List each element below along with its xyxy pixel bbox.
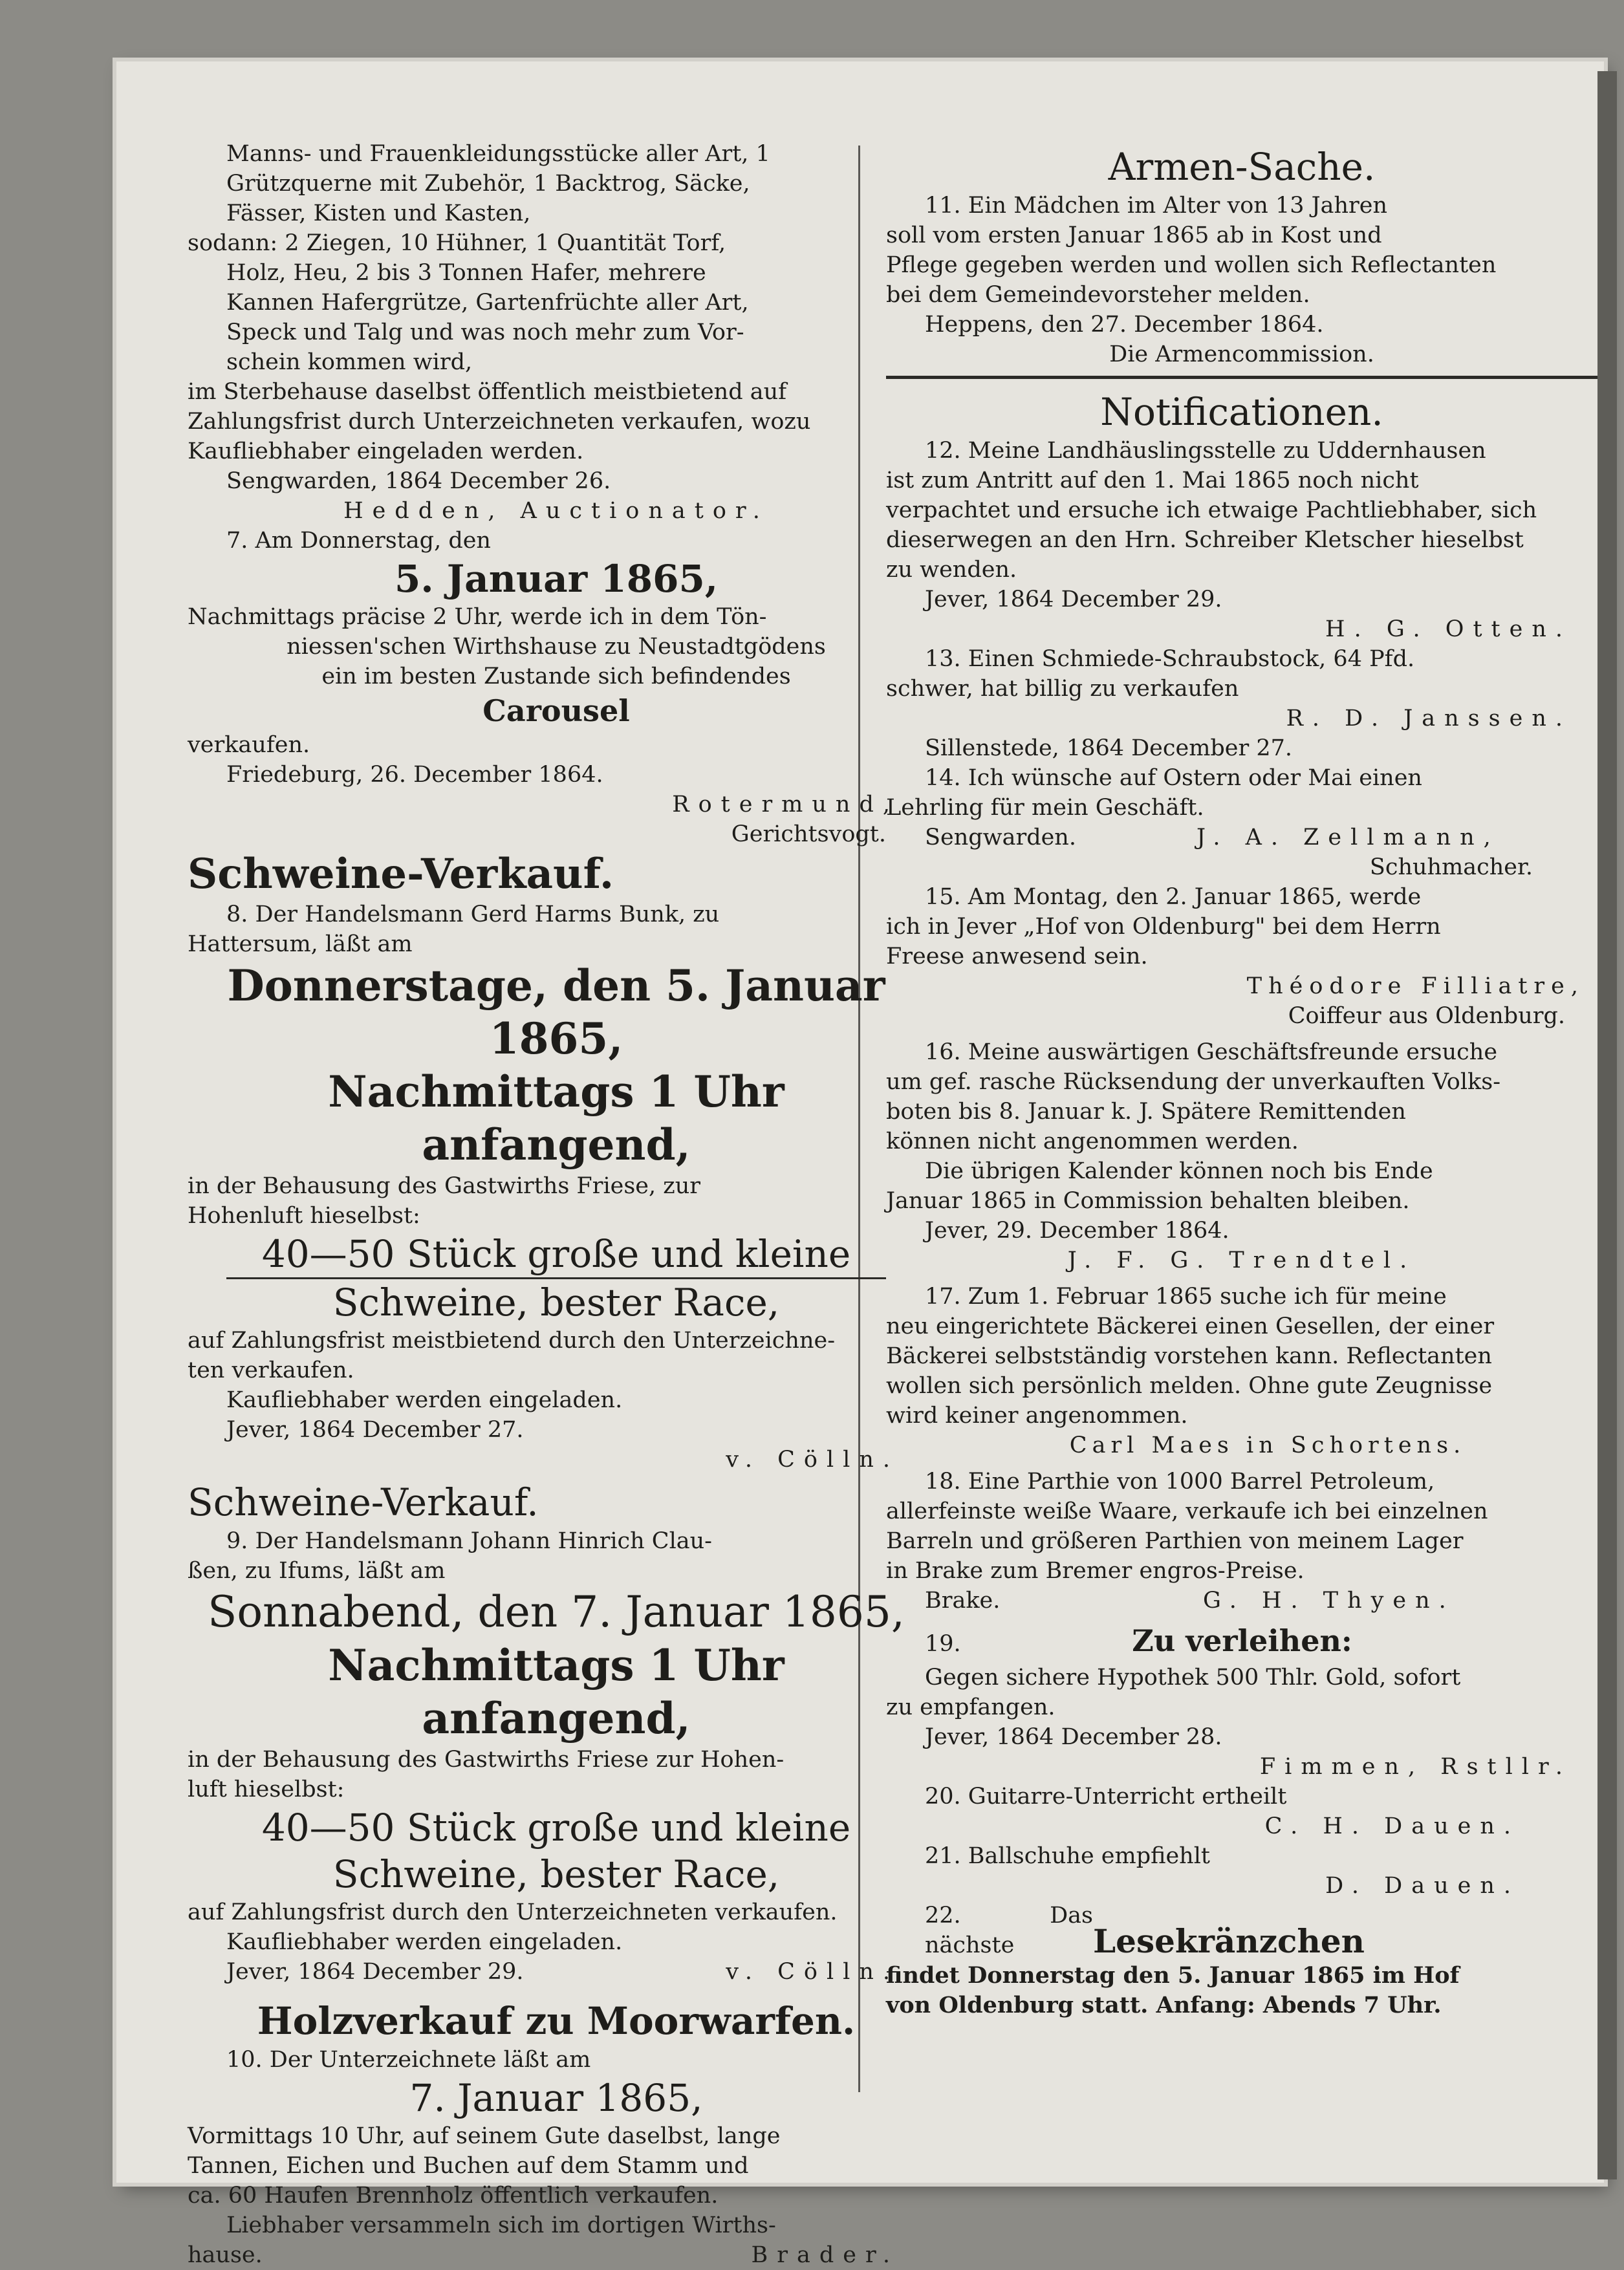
text-line: von Oldenburg statt. Anfang: Abends 7 Uhr.: [886, 1992, 1442, 2018]
text-line: 17. Zum 1. Februar 1865 suche ich für meine: [925, 1284, 1447, 1310]
event-date: 5. Januar 1865,: [394, 557, 719, 601]
text-line: Hohenluft hieselbst:: [188, 1203, 420, 1229]
text-line: Manns- und Frauenkleidungsstücke aller Art, 1: [226, 141, 770, 167]
notice-signature: Hedden, Auctionator.: [343, 498, 769, 524]
notice-7: [188, 526, 925, 849]
notice-signature: v. Cölln.: [726, 1447, 899, 1473]
text-line: Januar 1865 in Commission behalten bleiben.: [886, 1188, 1410, 1214]
section-heading-armen: Armen-Sache.: [1108, 145, 1376, 189]
notice-13: [886, 644, 1597, 763]
text-line: in Brake zum Bremer engros-Preise.: [886, 1558, 1305, 1584]
text-line: boten bis 8. Januar k. J. Spätere Remittenden: [886, 1099, 1406, 1125]
notice-date: Sengwarden, 1864 December 26.: [226, 468, 611, 494]
notice-signature-title: Schuhmacher.: [1369, 854, 1533, 880]
text-line: Vormittags 10 Uhr, auf seinem Gute daselbst, lange: [188, 2123, 781, 2149]
notice-10: [188, 1987, 925, 2270]
text-line: 8. Der Handelsmann Gerd Harms Bunk, zu: [226, 902, 720, 927]
text-line: um gef. rasche Rücksendung der unverkauften Volks-: [886, 1069, 1501, 1095]
text-line: ich in Jever „Hof von Oldenburg" bei dem Herrn: [886, 914, 1441, 940]
notice-date: Jever, 1864 December 29.: [925, 587, 1222, 612]
event-date: Sonnabend, den 7. Januar 1865,: [208, 1587, 905, 1637]
notice-signature: Fimmen, Rstllr.: [1259, 1754, 1572, 1780]
text-line: in der Behausung des Gastwirths Friese, zur: [188, 1173, 700, 1199]
text-line: ca. 60 Haufen Brennholz öffentlich verkaufen.: [188, 2183, 719, 2209]
sale-item: 40—50 Stück große und kleine: [261, 1806, 851, 1850]
notice-signature: J. A. Zellmann,: [1196, 825, 1500, 850]
notice-signature: G. H. Thyen.: [1203, 1588, 1455, 1614]
notice-date: Jever, 1864 December 29.: [226, 1959, 524, 1985]
text-line: 14. Ich wünsche auf Ostern oder Mai einen: [925, 765, 1422, 791]
notice-signature: D. Dauen.: [1325, 1873, 1520, 1899]
page-edge-shadow: [1597, 71, 1617, 2179]
notice-19: [886, 1622, 1597, 1782]
text-line: Speck und Talg und was noch mehr zum Vor-: [226, 319, 744, 345]
text-line: auf Zahlungsfrist durch den Unterzeichneten verkaufen.: [188, 1899, 838, 1925]
text-line: sodann: 2 Ziegen, 10 Hühner, 1 Quantität Torf,: [188, 230, 726, 256]
newspaper-page: [116, 61, 1604, 2268]
text-line: luft hieselbst:: [188, 1777, 345, 1802]
text-line: zu empfangen.: [886, 1694, 1056, 1720]
text-line: Tannen, Eichen und Buchen auf dem Stamm und: [188, 2153, 749, 2179]
text-line: Bäckerei selbstständig vorstehen kann. Reflectanten: [886, 1343, 1492, 1369]
section-heading-notificationen: Notificationen.: [1100, 390, 1383, 434]
sale-item: Carousel: [482, 693, 630, 728]
text-line: Hattersum, läßt am: [188, 931, 413, 957]
notice-date: Jever, 1864 December 27.: [226, 1417, 524, 1443]
notice-12: [886, 388, 1597, 644]
text-line: 20. Guitarre-Unterricht ertheilt: [925, 1784, 1287, 1810]
notice-heading: Holzverkauf zu Moorwarfen.: [257, 1999, 856, 2043]
text-line: allerfeinste weiße Waare, verkaufe ich bei einzelnen: [886, 1498, 1488, 1524]
event-date: 7. Januar 1865,: [409, 2076, 703, 2120]
text-line: zu wenden.: [886, 557, 1017, 583]
notice-date: Jever, 1864 December 28.: [925, 1724, 1222, 1750]
text-line: Die übrigen Kalender können noch bis Ende: [925, 1158, 1433, 1184]
notice-signature: C. H. Dauen.: [1264, 1813, 1520, 1839]
text-line: Kaufliebhaber werden eingeladen.: [226, 1387, 623, 1413]
notice-14: [886, 763, 1597, 882]
text-line: ßen, zu Ifums, läßt am: [188, 1558, 446, 1584]
text-line: Kannen Hafergrütze, Gartenfrüchte aller Art,: [226, 290, 749, 316]
notice-9: [188, 1478, 925, 1987]
right-column: [886, 139, 1597, 2020]
text-line: 16. Meine auswärtigen Geschäftsfreunde ersuche: [925, 1039, 1498, 1065]
sale-item: Schweine, bester Race,: [332, 1281, 780, 1324]
notice-signature: Brader.: [751, 2242, 899, 2268]
text-line: 7. Am Donnerstag, den: [226, 528, 491, 554]
notice-signature: Die Armencommission.: [1109, 341, 1374, 367]
text-line: ten verkaufen.: [188, 1357, 354, 1383]
text-line: Freese anwesend sein.: [886, 944, 1148, 969]
notice-signature: R. D. Janssen.: [1286, 706, 1572, 731]
notice-15: [886, 882, 1597, 1031]
notice-number: 19.: [925, 1631, 961, 1657]
notice-6: [188, 139, 925, 526]
text-line: auf Zahlungsfrist meistbietend durch den Unterzeichne-: [188, 1328, 836, 1354]
notice-18: [886, 1467, 1597, 1616]
text-line: 9. Der Handelsmann Johann Hinrich Clau-: [226, 1528, 712, 1554]
notice-date: Heppens, den 27. December 1864.: [925, 312, 1324, 338]
notice-16: [886, 1037, 1597, 1275]
event-date: Donnerstage, den 5. Januar 1865,: [227, 960, 885, 1064]
notice-11: [886, 143, 1597, 369]
event-time: Nachmittags 1 Uhr anfangend,: [328, 1066, 785, 1170]
notice-heading: Lesekränzchen: [1093, 1922, 1365, 1960]
text-line: bei dem Gemeindevorsteher melden.: [886, 282, 1310, 308]
event-time: Nachmittags 1 Uhr anfangend,: [328, 1640, 785, 1744]
notice-date: Sillenstede, 1864 December 27.: [925, 735, 1293, 761]
text-line: neu eingerichtete Bäckerei einen Gesellen, der einer: [886, 1313, 1495, 1339]
text-line: verpachtet und ersuche ich etwaige Pachtliebhaber, sich: [886, 497, 1537, 523]
text-line: 15. Am Montag, den 2. Januar 1865, werde: [925, 884, 1422, 910]
text-line: Lehrling für mein Geschäft.: [886, 795, 1204, 821]
notice-date: Jever, 29. December 1864.: [925, 1218, 1229, 1244]
notice-heading: Schweine-Verkauf.: [188, 850, 614, 898]
notice-date: Friedeburg, 26. December 1864.: [226, 762, 603, 788]
text-line: im Sterbehause daselbst öffentlich meistbietend auf: [188, 379, 787, 405]
text-line: in der Behausung des Gastwirths Friese zur Hohen-: [188, 1747, 785, 1773]
notice-21: [886, 1841, 1597, 1901]
text-line: ist zum Antritt auf den 1. Mai 1865 noch nicht: [886, 468, 1419, 493]
text-line: 21. Ballschuhe empfiehlt: [925, 1843, 1210, 1869]
notice-heading: Schweine-Verkauf.: [188, 1480, 539, 1524]
text-line: hause.: [188, 2242, 263, 2268]
text-line: Grützquerne mit Zubehör, 1 Backtrog, Säcke,: [226, 171, 750, 197]
text-line: Holz, Heu, 2 bis 3 Tonnen Hafer, mehrere: [226, 260, 706, 286]
section-divider: [886, 376, 1597, 379]
notice-place: Sengwarden.: [925, 825, 1076, 850]
notice-place: Brake.: [925, 1588, 1001, 1614]
text-line: Pflege gegeben werden und wollen sich Reflectanten: [886, 252, 1497, 278]
text-line: 11. Ein Mädchen im Alter von 13 Jahren: [925, 193, 1388, 219]
notice-signature: H. G. Otten.: [1325, 616, 1572, 642]
notice-signature: Carl Maes in Schortens.: [1069, 1432, 1466, 1458]
text-line: schein kommen wird,: [226, 349, 473, 375]
text-line: niessen'schen Wirthshause zu Neustadtgödens: [287, 634, 826, 660]
notice-20: [886, 1782, 1597, 1841]
notice-signature-title: Coiffeur aus Oldenburg.: [1288, 1003, 1565, 1029]
text-line: Gegen sichere Hypothek 500 Thlr. Gold, sofort: [925, 1665, 1461, 1691]
text-line: Zahlungsfrist durch Unterzeichneten verkaufen, wozu: [188, 409, 811, 435]
notice-signature-title: Gerichtsvogt.: [731, 821, 886, 847]
left-column: [188, 139, 925, 2270]
text-line: ein im besten Zustande sich befindendes: [321, 664, 791, 689]
text-line: 18. Eine Parthie von 1000 Barrel Petroleum,: [925, 1469, 1435, 1495]
sale-item: Schweine, bester Race,: [332, 1852, 780, 1896]
text-line: 13. Einen Schmiede-Schraubstock, 64 Pfd.: [925, 646, 1415, 672]
notice-17: [886, 1282, 1597, 1460]
text-line: Liebhaber versammeln sich im dortigen Wirths-: [226, 2212, 776, 2238]
text-line: Kaufliebhaber eingeladen werden.: [188, 438, 584, 464]
text-line: wollen sich persönlich melden. Ohne gute Zeugnisse: [886, 1373, 1493, 1399]
notice-signature: J. F. G. Trendtel.: [1067, 1248, 1416, 1273]
sale-item: 40—50 Stück große und kleine: [261, 1232, 851, 1276]
text-line: Nachmittags präcise 2 Uhr, werde ich in dem Tön-: [188, 604, 767, 630]
text-line: Kaufliebhaber werden eingeladen.: [226, 1929, 623, 1955]
notice-heading: Zu verleihen:: [1132, 1623, 1352, 1658]
text-line: soll vom ersten Januar 1865 ab in Kost und: [886, 222, 1382, 248]
notice-22: [886, 1901, 1597, 2020]
text-line: können nicht angenommen werden.: [886, 1129, 1299, 1154]
text-line: schwer, hat billig zu verkaufen: [886, 676, 1239, 702]
text-line: 10. Der Unterzeichnete läßt am: [226, 2047, 591, 2073]
text-line: Barreln und größeren Parthien von meinem Lager: [886, 1528, 1464, 1554]
text-line: findet Donnerstag den 5. Januar 1865 im Hof: [886, 1962, 1460, 1989]
notice-signature: v. Cölln.: [726, 1959, 899, 1985]
notice-8: [188, 849, 925, 1475]
text-line: Fässer, Kisten und Kasten,: [226, 200, 531, 226]
text-line: 22. Das nächste: [925, 1903, 1093, 1958]
text-line: verkaufen.: [188, 732, 310, 758]
text-line: dieserwegen an den Hrn. Schreiber Kletscher hieselbst: [886, 527, 1524, 553]
notice-signature: Théodore Filliatre,: [1246, 973, 1585, 999]
text-line: 12. Meine Landhäuslingsstelle zu Uddernhausen: [925, 438, 1486, 464]
notice-signature: Rotermund,: [672, 792, 899, 817]
text-line: wird keiner angenommen.: [886, 1403, 1188, 1429]
